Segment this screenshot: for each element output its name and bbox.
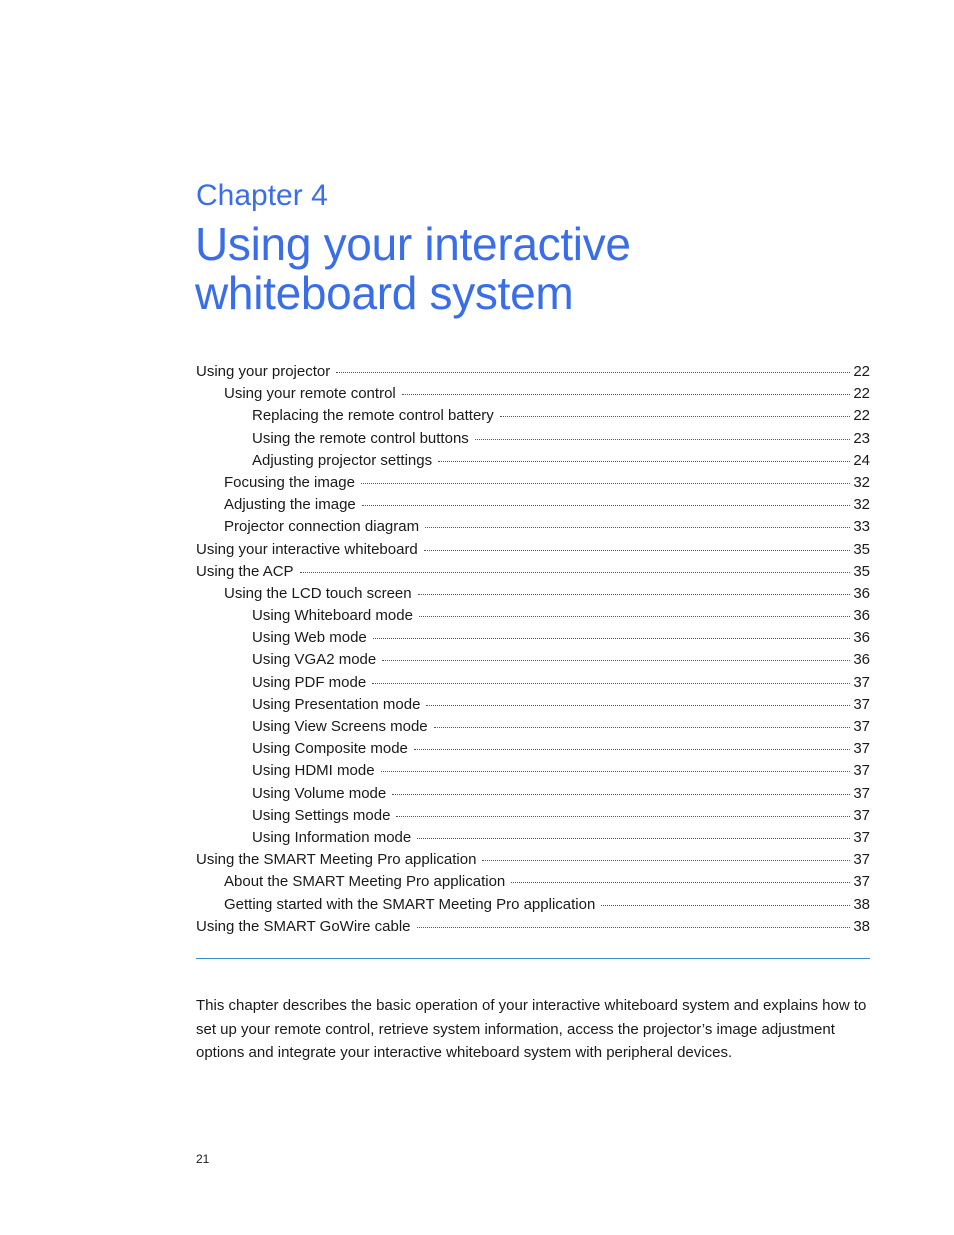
toc-entry[interactable] bbox=[196, 672, 870, 694]
toc-entry-page: 23 bbox=[853, 429, 870, 447]
toc-entry-page: 33 bbox=[853, 518, 870, 536]
toc-entry[interactable] bbox=[196, 916, 870, 938]
toc-entry-title: Replacing the remote control battery bbox=[252, 407, 494, 425]
toc-entry-title: Using VGA2 mode bbox=[252, 651, 377, 669]
toc-dot-leader bbox=[392, 794, 850, 795]
toc-entry[interactable] bbox=[196, 472, 870, 494]
toc-entry-page: 22 bbox=[853, 385, 870, 403]
toc-entry[interactable] bbox=[196, 871, 870, 893]
toc-entry-page: 37 bbox=[853, 828, 870, 846]
toc-dot-leader bbox=[438, 461, 850, 462]
toc-entry[interactable] bbox=[196, 516, 870, 538]
toc-entry-title: Using HDMI mode bbox=[252, 762, 375, 780]
toc-entry-page: 38 bbox=[853, 917, 870, 935]
toc-entry-title: Getting started with the SMART Meeting Pro application bbox=[224, 895, 596, 913]
toc-entry[interactable] bbox=[196, 760, 870, 782]
toc-entry-page: 24 bbox=[853, 451, 870, 469]
toc-entry-title: Using your projector bbox=[196, 363, 331, 380]
toc-dot-leader bbox=[419, 616, 850, 617]
toc-entry-page: 37 bbox=[853, 784, 870, 802]
toc-dot-leader bbox=[402, 394, 851, 395]
toc-entry-title: Using Settings mode bbox=[252, 806, 391, 824]
toc-entry-title: Using the LCD touch screen bbox=[224, 584, 412, 602]
toc-entry-title: Using the remote control buttons bbox=[252, 429, 469, 447]
toc-entry-page: 37 bbox=[853, 695, 870, 713]
toc-entry[interactable] bbox=[196, 450, 870, 472]
toc-entry[interactable] bbox=[196, 583, 870, 605]
toc-entry-page: 38 bbox=[853, 895, 870, 913]
toc-entry-title: Using the SMART Meeting Pro application bbox=[196, 851, 477, 869]
toc-dot-leader bbox=[361, 483, 850, 484]
toc-dot-leader bbox=[381, 771, 851, 772]
toc-entry-page: 22 bbox=[853, 363, 870, 380]
toc-dot-leader bbox=[417, 927, 851, 928]
toc-dot-leader bbox=[417, 838, 850, 839]
table-of-contents bbox=[196, 361, 870, 938]
toc-dot-leader bbox=[373, 638, 851, 639]
toc-dot-leader bbox=[362, 505, 851, 506]
toc-entry-title: Using Web mode bbox=[252, 629, 367, 647]
toc-entry[interactable] bbox=[196, 827, 870, 849]
chapter-title: Using your interactive whiteboard system bbox=[195, 218, 631, 319]
toc-entry-page: 35 bbox=[853, 562, 870, 580]
toc-entry[interactable] bbox=[196, 405, 870, 427]
toc-dot-leader bbox=[418, 594, 851, 595]
toc-entry-title: Using Composite mode bbox=[252, 740, 408, 758]
toc-entry[interactable] bbox=[196, 805, 870, 827]
toc-entry[interactable] bbox=[196, 561, 870, 583]
toc-dot-leader bbox=[424, 550, 851, 551]
toc-dot-leader bbox=[511, 882, 850, 883]
toc-entry[interactable] bbox=[196, 783, 870, 805]
toc-dot-leader bbox=[500, 416, 851, 417]
toc-entry-title: Using Presentation mode bbox=[252, 695, 421, 713]
toc-entry-title: About the SMART Meeting Pro application bbox=[224, 873, 506, 891]
toc-entry-title: Using your interactive whiteboard bbox=[196, 540, 418, 558]
toc-entry-title: Using Information mode bbox=[252, 828, 412, 846]
toc-dot-leader bbox=[434, 727, 851, 728]
page-number: 21 bbox=[196, 1152, 210, 1166]
toc-dot-leader bbox=[601, 905, 850, 906]
toc-entry[interactable] bbox=[196, 627, 870, 649]
toc-dot-leader bbox=[425, 527, 850, 528]
toc-entry[interactable] bbox=[196, 716, 870, 738]
toc-entry[interactable] bbox=[196, 738, 870, 760]
chapter-label: Chapter 4 bbox=[196, 179, 328, 212]
toc-dot-leader bbox=[426, 705, 850, 706]
toc-entry[interactable] bbox=[196, 694, 870, 716]
toc-entry-title: Focusing the image bbox=[224, 473, 355, 491]
toc-entry-page: 36 bbox=[853, 629, 870, 647]
section-divider bbox=[196, 958, 870, 959]
toc-entry-title: Using PDF mode bbox=[252, 673, 367, 691]
toc-entry-title: Adjusting projector settings bbox=[252, 451, 433, 469]
toc-entry-title: Projector connection diagram bbox=[224, 518, 420, 536]
toc-entry-title: Using View Screens mode bbox=[252, 718, 428, 735]
toc-entry-page: 37 bbox=[853, 740, 870, 758]
toc-entry-page: 37 bbox=[853, 873, 870, 891]
toc-entry[interactable] bbox=[196, 649, 870, 671]
toc-entry[interactable] bbox=[196, 383, 870, 405]
toc-dot-leader bbox=[475, 439, 851, 440]
toc-entry-page: 32 bbox=[853, 496, 870, 514]
toc-entry-page: 36 bbox=[853, 651, 870, 669]
toc-entry-title: Using your remote control bbox=[224, 385, 396, 403]
toc-dot-leader bbox=[482, 860, 850, 861]
toc-entry-page: 37 bbox=[853, 718, 870, 735]
toc-entry-page: 37 bbox=[853, 851, 870, 869]
toc-entry-title: Using the SMART GoWire cable bbox=[196, 917, 411, 935]
toc-entry-title: Using Volume mode bbox=[252, 784, 387, 802]
chapter-intro: This chapter describes the basic operation of your interactive whiteboard system and explains how to set up your remote control, retrieve system information, access the projector’s image adjustment options and integrate your interactive whiteboard system with peripheral devices. bbox=[196, 997, 867, 1061]
toc-dot-leader bbox=[372, 683, 850, 684]
toc-entry-title: Adjusting the image bbox=[224, 496, 356, 514]
toc-dot-leader bbox=[300, 572, 851, 573]
toc-dot-leader bbox=[396, 816, 850, 817]
toc-entry-page: 36 bbox=[853, 584, 870, 602]
toc-entry[interactable] bbox=[196, 849, 870, 871]
toc-entry[interactable] bbox=[196, 494, 870, 516]
toc-entry[interactable] bbox=[196, 605, 870, 627]
toc-dot-leader bbox=[414, 749, 850, 750]
toc-dot-leader bbox=[382, 660, 850, 661]
toc-entry-page: 37 bbox=[853, 762, 870, 780]
toc-entry-page: 37 bbox=[853, 806, 870, 824]
toc-entry[interactable] bbox=[196, 361, 870, 383]
toc-dot-leader bbox=[336, 372, 850, 373]
toc-entry-title: Using Whiteboard mode bbox=[252, 607, 413, 625]
toc-entry-title: Using the ACP bbox=[196, 562, 294, 580]
toc-entry-page: 22 bbox=[853, 407, 870, 425]
toc-entry[interactable] bbox=[196, 894, 870, 916]
toc-entry-page: 36 bbox=[853, 607, 870, 625]
toc-entry-page: 35 bbox=[853, 540, 870, 558]
toc-entry-page: 32 bbox=[853, 473, 870, 491]
toc-entry-page: 37 bbox=[853, 673, 870, 691]
toc-entry[interactable] bbox=[196, 428, 870, 450]
toc-entry[interactable] bbox=[196, 539, 870, 561]
